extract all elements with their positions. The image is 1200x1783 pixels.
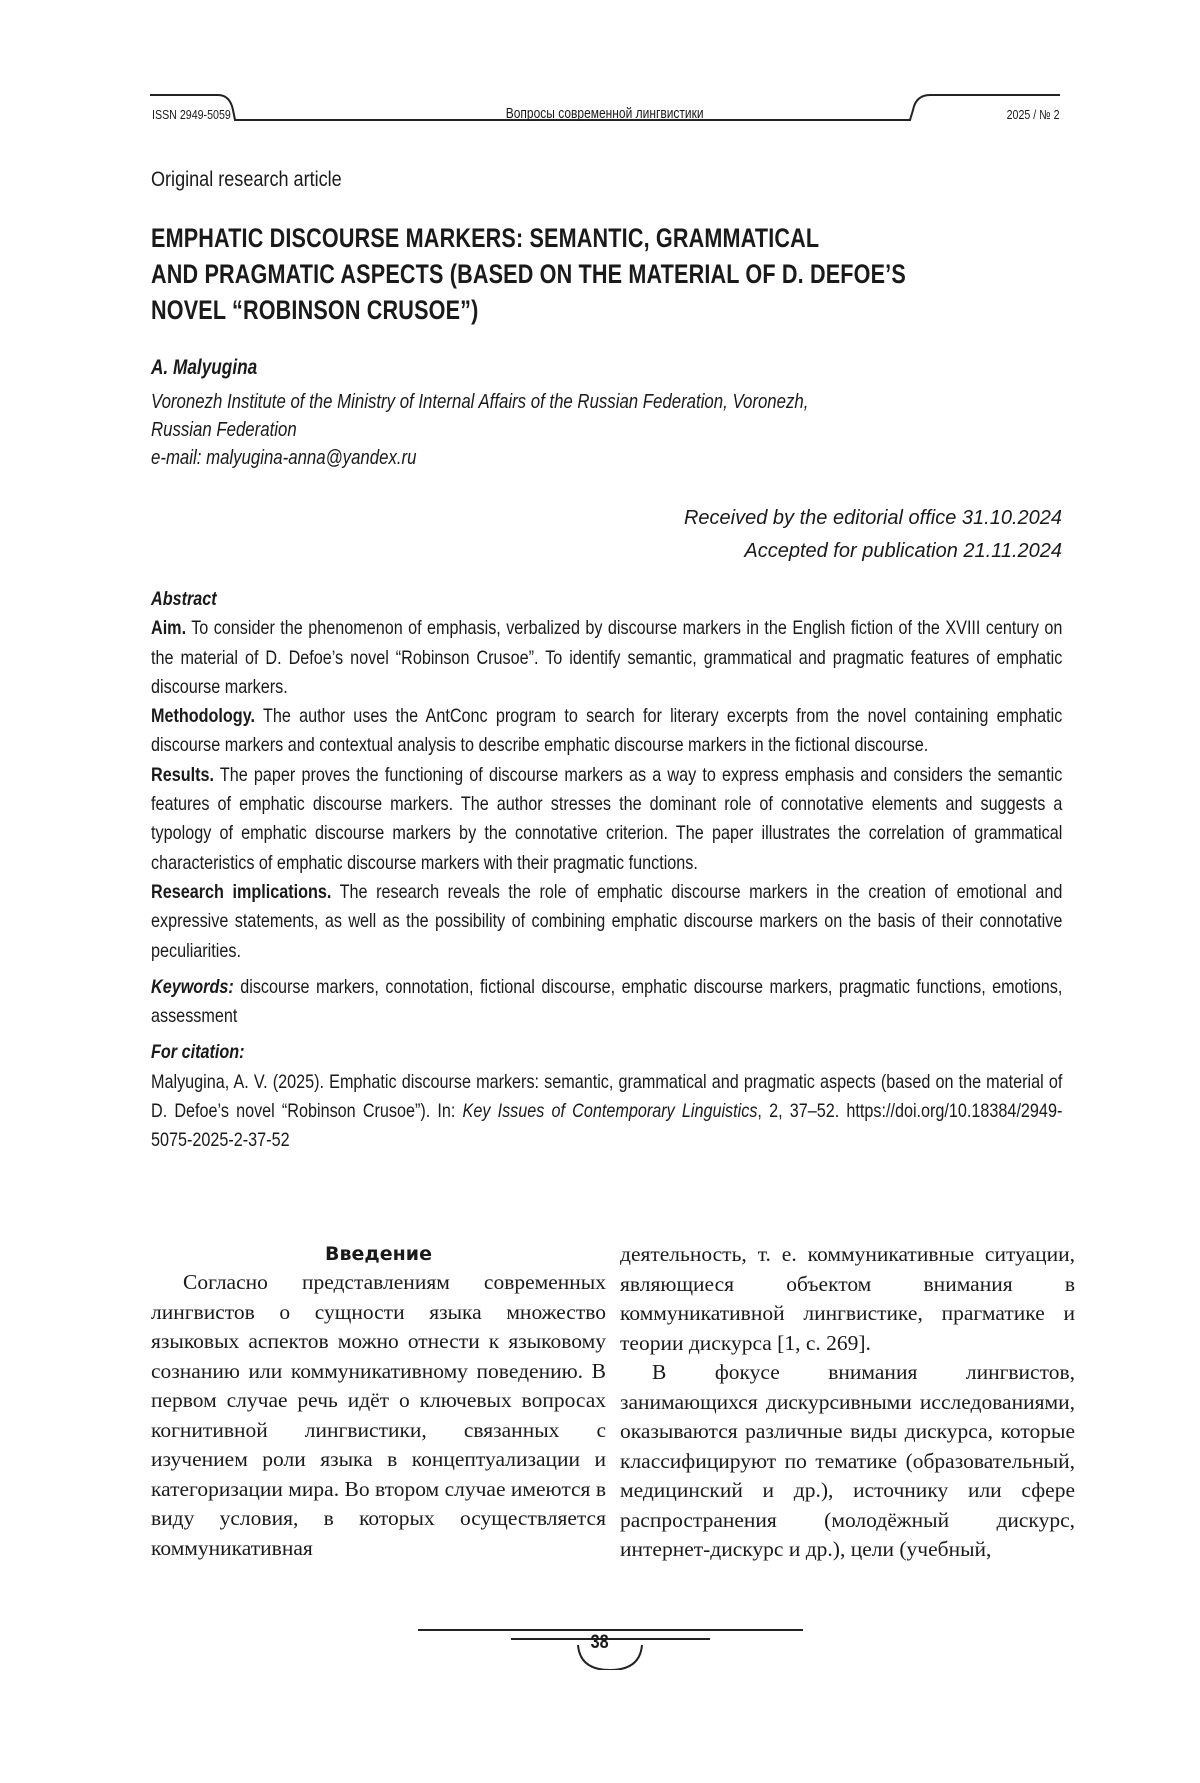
abstract-results: Results. The paper proves the functioning of discourse markers as a way to express emphasis and considers the semantic features of emphatic discourse markers. The author stresses the dominant role of connotative elements and suggests a typology of emphatic discourse markers by the connotative criterion. The paper illustrates the correlation of grammatical characteristics of emphatic discourse markers with their pragmatic functions. — [151, 763, 1063, 874]
body-paragraph: Согласно представлениям современных лингвистов о сущности языка множество языковых аспектов можно отнести к языковому сознанию или коммуникативному поведению. В первом случае речь идёт о ключевых вопросах когнитивной лингвистики, связанных с изучением роли языка в концептуализации и категоризации мира. Во втором случае имеются в виду условия, в которых осуществляется коммуникативная — [151, 1270, 606, 1560]
title-line: NOVEL “ROBINSON CRUSOE”) — [151, 295, 479, 325]
page-footer — [0, 1610, 1200, 1670]
body-column-right — [620, 1240, 1075, 1565]
citation-text: Malyugina, A. V. (2025). Emphatic discourse markers: semantic, grammatical and pragmatic aspects (based on the material of D. Defoe’s novel “Robinson Crusoe”). In: Key Issues of Contemporary Linguistics, 2, 37–52. https://doi.org/10.18384/2949-5075-2025-2-37-52 — [151, 1070, 1063, 1152]
title-line: EMPHATIC DISCOURSE MARKERS: SEMANTIC, GRAMMATICAL — [151, 223, 820, 253]
journal-title: Вопросы современной лингвистики — [506, 105, 704, 122]
received-date: Received by the editorial office 31.10.2024 — [683, 507, 1062, 529]
running-header — [150, 92, 1060, 142]
abstract-heading: Abstract — [151, 588, 217, 610]
author-name: A. Malyugina — [151, 356, 258, 379]
section-heading: Введение — [325, 1243, 432, 1265]
accepted-date: Accepted for publication 21.11.2024 — [744, 540, 1062, 562]
body-column-left — [151, 1240, 606, 1563]
citation-heading: For citation: — [151, 1041, 245, 1064]
title-line: AND PRAGMATIC ASPECTS (BASED ON THE MATERIAL OF D. DEFOE’S — [151, 259, 906, 289]
affiliation-line: Russian Federation — [151, 419, 297, 441]
issn: ISSN 2949-5059 — [152, 107, 231, 122]
abstract-implications: Research implications. The research reveals the role of emphatic discourse markers in the creation of emotional and expressive statements, as well as the possibility of combining emphatic discourse markers on the basis of their connotative peculiarities. — [151, 880, 1063, 962]
body-paragraph: деятельность, т. е. коммуникативные ситуации, являющиеся объектом внимания в коммуникативной лингвистике, прагматике и теории дискурса [1, с. 269]. — [620, 1242, 1075, 1355]
abstract-methodology: Methodology. The author uses the AntConc program to search for literary excerpts from the novel containing emphatic discourse markers and contextual analysis to describe emphatic discourse markers in the fictional discourse. — [151, 705, 1063, 757]
page-number: 38 — [591, 1632, 609, 1653]
publication-dates — [462, 502, 1062, 568]
author-affiliation — [151, 388, 1062, 472]
article-title — [151, 220, 1062, 328]
article-type: Original research article — [151, 168, 342, 191]
keywords: Keywords: discourse markers, connotation, fictional discourse, emphatic discourse markers, pragmatic functions, emotions, assessment — [151, 975, 1063, 1028]
author-email[interactable]: e-mail: malyugina-anna@yandex.ru — [151, 447, 417, 469]
body-paragraph: В фокусе внимания лингвистов, занимающихся дискурсивными исследованиями, оказываются различные виды дискурса, которые классифицируют по тематике (образовательный, медицинский и др.), источнику или сфере распространения (молодёжный дискурс, интернет-дискурс и др.), цели (учебный, — [620, 1360, 1075, 1561]
issue-number: 2025 / № 2 — [1007, 107, 1060, 122]
doi-link[interactable]: , 2, 37–52. https://doi.org/10.18384/2949-5075-2025-2-37-52 — [151, 1100, 1063, 1152]
affiliation-line: Voronezh Institute of the Ministry of Internal Affairs of the Russian Federation, Voronezh, — [151, 391, 809, 413]
abstract-aim: Aim. To consider the phenomenon of emphasis, verbalized by discourse markers in the English fiction of the XVIII century on the material of D. Defoe’s novel “Robinson Crusoe”. To identify semantic, grammatical and pragmatic features of emphatic discourse markers. — [151, 617, 1063, 698]
abstract-block — [151, 585, 1062, 1156]
